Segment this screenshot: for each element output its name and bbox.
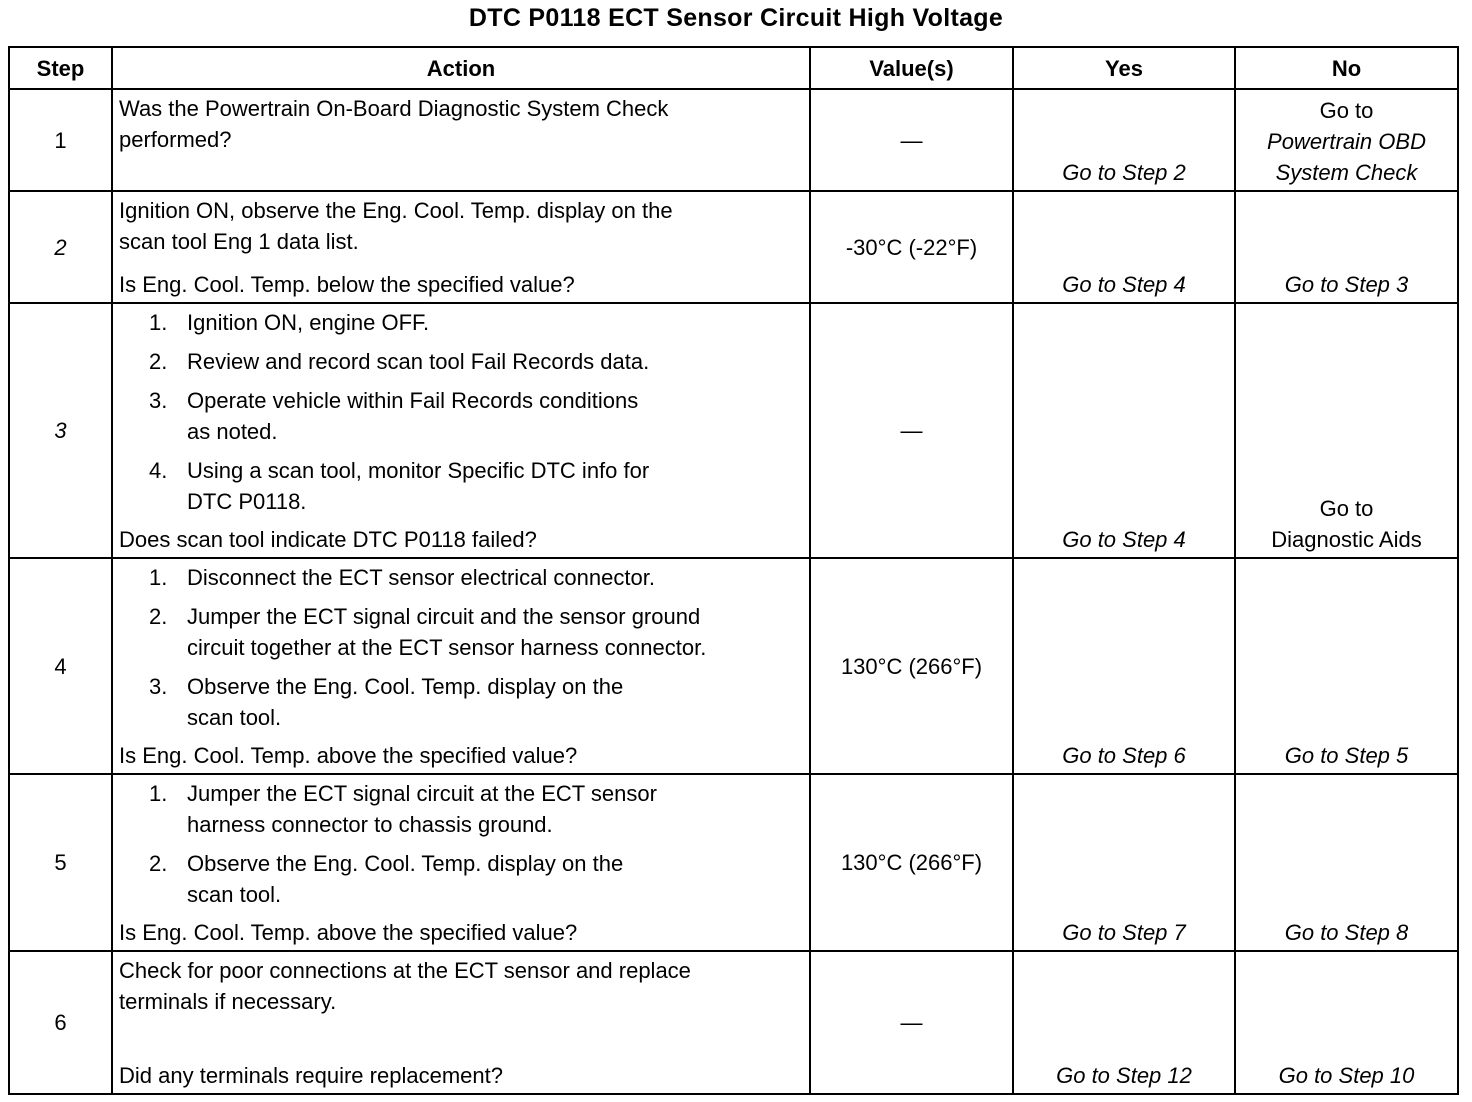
list-item-text: as noted. — [187, 419, 278, 444]
action-question: Is Eng. Cool. Temp. below the specified value? — [119, 272, 575, 297]
yes-link[interactable]: Go to Step 7 — [1062, 920, 1186, 945]
action-text: terminals if necessary. — [119, 989, 337, 1014]
list-item-text: Operate vehicle within Fail Records conditions — [187, 388, 639, 413]
yes-link[interactable]: Go to Step 6 — [1062, 743, 1186, 768]
no-link[interactable]: Go to Step 3 — [1284, 272, 1409, 297]
list-item-number: 3. — [149, 674, 168, 699]
action-steps-list — [119, 307, 805, 517]
no-link[interactable]: Go to Step 10 — [1278, 1063, 1415, 1088]
action-steps-list — [119, 562, 805, 733]
step-number: 3 — [9, 303, 112, 558]
no-link[interactable]: Go to Step 8 — [1284, 920, 1409, 945]
list-item-text: Observe the Eng. Cool. Temp. display on the — [187, 851, 624, 876]
list-item — [119, 848, 805, 910]
action-text: Ignition ON, observe the Eng. Cool. Temp. display on the — [119, 198, 673, 223]
no-link[interactable]: Powertrain OBD — [1267, 129, 1426, 154]
list-item-number: 1. — [149, 310, 168, 335]
list-item-text: scan tool. — [187, 705, 282, 730]
column-header-action: Action — [112, 47, 810, 89]
no-link[interactable]: Go to Step 5 — [1284, 743, 1409, 768]
yes-cell — [1013, 774, 1235, 951]
yes-cell — [1013, 558, 1235, 774]
list-item — [119, 778, 805, 840]
action-question: Is Eng. Cool. Temp. above the specified value? — [119, 743, 578, 768]
step-number: 1 — [9, 89, 112, 191]
list-item-text: circuit together at the ECT sensor harness connector. — [187, 635, 707, 660]
yes-link[interactable]: Go to Step 12 — [1056, 1063, 1192, 1088]
action-cell — [112, 191, 810, 303]
yes-link[interactable]: Go to Step 4 — [1062, 527, 1186, 552]
column-header-step: Step — [9, 47, 112, 89]
list-item — [119, 671, 805, 733]
no-cell — [1235, 303, 1458, 558]
list-item-text: scan tool. — [187, 882, 282, 907]
list-item-text: Disconnect the ECT sensor electrical connector. — [187, 565, 655, 590]
list-item — [119, 562, 805, 593]
column-header-no: No — [1235, 47, 1458, 89]
no-cell — [1235, 558, 1458, 774]
list-item-number: 1. — [149, 565, 168, 590]
action-cell — [112, 89, 810, 191]
action-cell — [112, 774, 810, 951]
table-row — [9, 558, 1458, 774]
no-cell — [1235, 191, 1458, 303]
list-item-text: Jumper the ECT signal circuit and the sensor ground — [187, 604, 701, 629]
action-text: Was the Powertrain On-Board Diagnostic System Check — [119, 96, 669, 121]
list-item-text: Review and record scan tool Fail Records data. — [187, 349, 650, 374]
list-item-text: DTC P0118. — [187, 489, 307, 514]
no-cell — [1235, 951, 1458, 1094]
no-cell — [1235, 89, 1458, 191]
step-number: 2 — [9, 191, 112, 303]
list-item — [119, 601, 805, 663]
value-cell: -30°C (-22°F) — [810, 191, 1013, 303]
yes-cell — [1013, 191, 1235, 303]
yes-link[interactable]: Go to Step 4 — [1062, 272, 1186, 297]
page-title: DTC P0118 ECT Sensor Circuit High Voltage — [468, 4, 1004, 32]
no-link[interactable]: System Check — [1275, 160, 1418, 185]
no-text: Go to — [1319, 98, 1374, 123]
no-link[interactable]: Diagnostic Aids — [1271, 527, 1422, 552]
list-item — [119, 307, 805, 338]
yes-cell — [1013, 951, 1235, 1094]
step-number: 4 — [9, 558, 112, 774]
list-item-text: Ignition ON, engine OFF. — [187, 310, 430, 335]
action-cell — [112, 558, 810, 774]
table-row — [9, 774, 1458, 951]
action-cell — [112, 951, 810, 1094]
step-number: 5 — [9, 774, 112, 951]
yes-cell — [1013, 89, 1235, 191]
action-text: scan tool Eng 1 data list. — [119, 229, 359, 254]
table-row — [9, 89, 1458, 191]
step-number: 6 — [9, 951, 112, 1094]
value-cell: — — [810, 951, 1013, 1094]
header-row — [9, 47, 1458, 89]
list-item — [119, 385, 805, 447]
action-question: Is Eng. Cool. Temp. above the specified value? — [119, 920, 578, 945]
no-cell — [1235, 774, 1458, 951]
value-cell: — — [810, 303, 1013, 558]
list-item-number: 4. — [149, 458, 168, 483]
action-text: performed? — [119, 127, 232, 152]
list-item-number: 2. — [149, 349, 168, 374]
list-item-text: Observe the Eng. Cool. Temp. display on the — [187, 674, 624, 699]
list-item — [119, 346, 805, 377]
yes-link[interactable]: Go to Step 2 — [1062, 160, 1186, 185]
column-header-yes: Yes — [1013, 47, 1235, 89]
action-text: Check for poor connections at the ECT sensor and replace — [119, 958, 691, 983]
action-steps-list — [119, 778, 805, 910]
list-item-text: harness connector to chassis ground. — [187, 812, 553, 837]
list-item-text: Using a scan tool, monitor Specific DTC info for — [187, 458, 650, 483]
action-question: Did any terminals require replacement? — [119, 1063, 503, 1088]
yes-cell — [1013, 303, 1235, 558]
list-item-number: 3. — [149, 388, 168, 413]
list-item-number: 1. — [149, 781, 168, 806]
list-item — [119, 455, 805, 517]
diagnostic-table — [8, 46, 1459, 1095]
action-question: Does scan tool indicate DTC P0118 failed? — [119, 527, 537, 552]
no-text: Go to — [1319, 496, 1374, 521]
column-header-values: Value(s) — [810, 47, 1013, 89]
action-cell — [112, 303, 810, 558]
value-cell: 130°C (266°F) — [810, 558, 1013, 774]
table-row — [9, 191, 1458, 303]
list-item-number: 2. — [149, 604, 168, 629]
table-row — [9, 951, 1458, 1094]
table-row — [9, 303, 1458, 558]
value-cell: — — [810, 89, 1013, 191]
list-item-text: Jumper the ECT signal circuit at the ECT sensor — [187, 781, 657, 806]
list-item-number: 2. — [149, 851, 168, 876]
value-cell: 130°C (266°F) — [810, 774, 1013, 951]
